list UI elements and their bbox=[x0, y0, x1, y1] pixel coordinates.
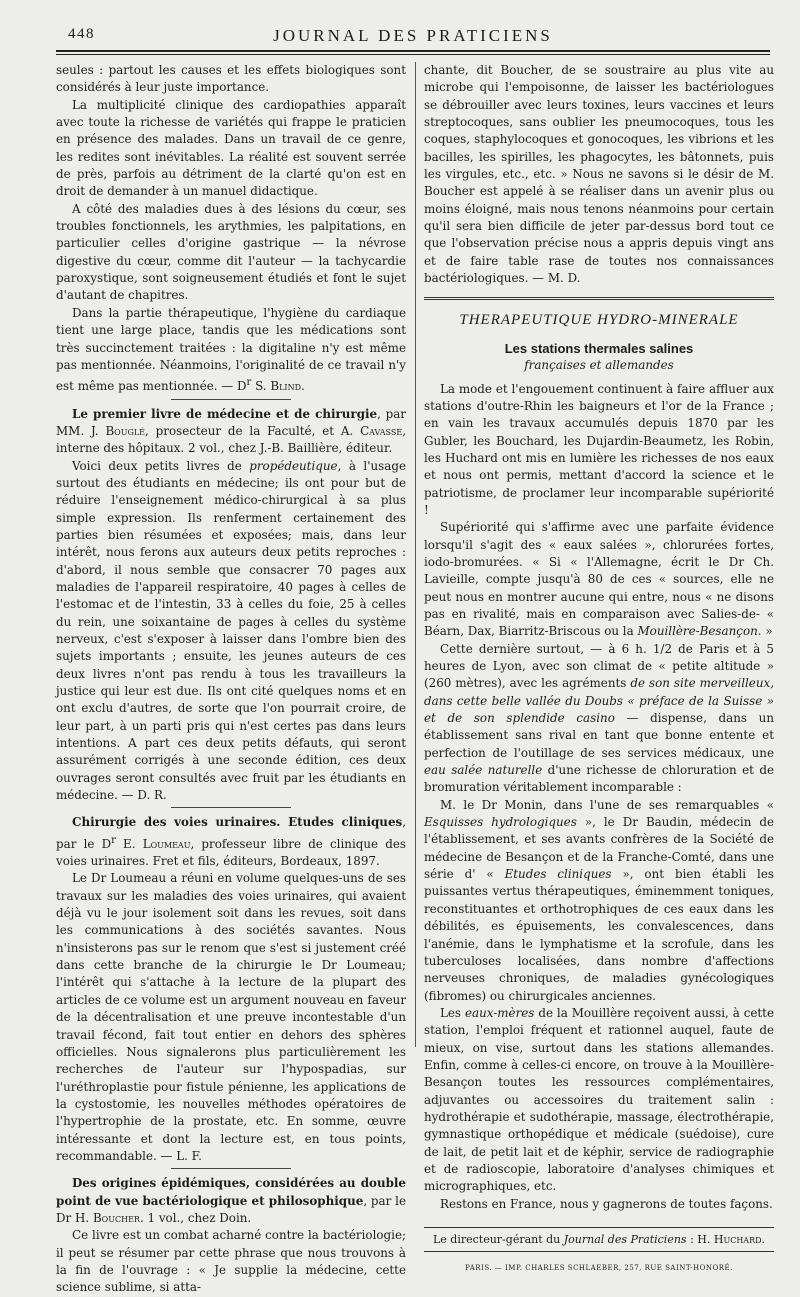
left-paragraph: A côté des maladies dues à des lésions du cœur, ses troubles fonctionnels, les arythmies, les palpitations, en particulier celles d'origine gastrique — la névrose digestive du cœur, comme dit l'auteur — la tachycardie paroxystique, sont soigneusement étudiés et font le sujet d'autant de chapitres. bbox=[56, 201, 406, 303]
article-paragraph: M. le Dr Monin, dans l'une de ses remarquables « Esquisses hydrologiques », le Dr Baudin, médecin de l'établissement, et ses avants confrères de la Société de médecine de Besançon et de la Franche-Comté, dans une série d' « Etudes cliniques », ont bien établi les puissantes vertus thérapeutiques, éminemment toniques, reconstituantes et orthotrophiques de ces eaux dans les débilités, es épuisements, les convalescences, dans l'anémie, dans le lymphatisme et la scrofule, dans les tuberculoses localisées, dans nombre d'affections nerveuses chroniques, de maladies gynécologiques (fibromes) ou chirurgicales anciennes. bbox=[424, 797, 775, 1003]
separator-rule bbox=[171, 1168, 291, 1169]
section-title: THERAPEUTIQUE HYDRO-MINERALE bbox=[459, 312, 739, 329]
book-review-text: Le Dr Loumeau a réuni en volume quelques-uns de ses travaux sur les maladies des voies urinaires, qui avaient déjà vu le jour isolement soit dans les revues, soit dans les communications à des sociétés savantes. Nous n'insisterons pas sur le renom que s'est si justement créé dans cette branche de la chirurgie le Dr Loumeau; l'intérêt qui s'attache à la lecture de la plupart des articles de ce volume est un argument nouveau en faveur de la décentralisation et une preuve incontestable d'un travail fécond, fait tout entier en dehors des sphères officielles. Nous signalerons plus particulièrement les recherches de l'auteur sur l'hypospadias, sur l'uréthroplastie pour fistule pénienne, les applications de la cystostomie, les nouvelles méthodes opératoires de l'hypertrophie de la prostate, etc. En somme, œuvre intéressante et dont la lecture est, en tous points, recommandable. — L. F. bbox=[56, 871, 406, 1163]
left-paragraph: seules : partout les causes et les effets biologiques sont considérés à leur juste importance. bbox=[56, 63, 406, 95]
separator-rule bbox=[171, 807, 291, 808]
header-rule bbox=[56, 50, 770, 52]
right-column bbox=[424, 62, 774, 1278]
director-line: Le directeur-gérant du Journal des Praticiens : H. Huchard. bbox=[424, 1227, 774, 1252]
left-column bbox=[56, 62, 406, 1297]
article-subtitle: françaises et allemandes bbox=[524, 358, 674, 373]
article-paragraph: La mode et l'engouement continuent à faire affluer aux stations d'outre-Rhin les baigneurs et l'or de la France ; en vain les travaux accumulés depuis 1870 par les Gubler, les Bouchard, les Dujardin-Beaumetz, les Robin, les Huchard ont mis en lumière les richesses de nos eaux et nous ont permis, mettant d'accord la science et le patriotisme, de proclamer leur incomparable supériorité ! bbox=[424, 381, 774, 517]
article-title: Les stations thermales salines bbox=[504, 340, 694, 356]
book-review-heading: Des origines épidémiques, considérées au double point de vue bactériologique et philosophique, par le Dr H. Boucher. 1 vol., chez Doin. bbox=[56, 1176, 406, 1225]
book-review-text: Ce livre est un combat acharné contre la bactériologie; il peut se résumer par cette phrase que nous trouvons à la fin de l'ouvrage : « Je supplie la médecine, cette science sublime, si atta- bbox=[56, 1228, 406, 1295]
article-paragraph: Supériorité qui s'affirme avec une parfaite évidence lorsqu'il s'agit des « eaux salées », chlorurées fortes, iodo-bromurées. « Si « l'Allemagne, écrit le Dr Ch. Lavieille, compte jusqu'à 80 de ces « sources, elle ne peut nous en montrer aucune qui entre, nous « ne disons pas en rivalité, mais en comparaison avec Salies-de- « Béarn, Dax, Biarritz-Briscous ou la Mouillère-Besançon. » bbox=[424, 520, 774, 639]
book-review-text: Voici deux petits livres de propédeutique, à l'usage surtout des étudiants en médecine; ils ont pour but de réduire l'enseignement médico-chirurgical à sa plus simple expression. Ils renferment certainement des parties bien résumées et exposées; mais, dans leur intérêt, nous ferons aux auteurs deux petits reproches : d'abord, il nous semble que consacrer 70 pages aux maladies de l'appareil respiratoire, 40 pages à celles de l'estomac et de l'intestin, 33 à celles du foie, 25 à celles du rein, une soixantaine de pages à celles du système nerveux, c'est s'exposer à laisser dans l'ombre bien des sujets importants ; ensuite, les jeunes auteurs de ces deux livres n'ont pas rendu à tous les travailleurs la justice qui leur est due. Ils ont cité quelques noms et en ont exclu d'autres, de sorte que l'on pourrait croire, de leur part, à un parti pris qui n'est certes pas dans leurs intentions. A part ces deux petits défauts, qui seront assurément corrigés à une seconde édition, ces deux ouvrages seront consultés avec fruit par les étudiants en médecine. — D. R. bbox=[56, 458, 406, 803]
header-rule-thin bbox=[56, 54, 770, 55]
printer-imprint: PARIS. — IMP. CHARLES SCHLAEBER, 257, RUE SAINT-HONORÉ. bbox=[465, 1264, 733, 1273]
right-paragraph: chante, dit Boucher, de se soustraire au plus vite au microbe qui l'empoisonne, de laisser les bactériologues se débrouiller avec leurs toxines, leurs vaccines et leurs streptocoques, sans oublier les pneumocoques, tous les coques, staphylocoques et gonocoques, les vibrions et les bacilles, les spirilles, les phagocytes, les bâtonnets, puis les virgules, etc., etc. » Nous ne savons si le désir de M. Boucher est appelé à se réaliser dans un avenir plus ou moins éloigné, mais nous tenons néanmoins pour certain qu'il sera bien difficile de jeter par-dessus bord tout ce que l'observation précise nous a appris depuis vingt ans et de faire table rase de toutes nos connaissances bactériologiques. — M. D. bbox=[424, 63, 774, 286]
left-paragraph: La multiplicité clinique des cardiopathies apparaît avec toute la richesse de variétés qui frappe le praticien en présence des malades. Dans un travail de ce genre, les redites sont inévitables. La réalité est souvent serrée de près, parfois au détriment de la clarté qu'on est en droit de demander à un manuel didactique. bbox=[56, 97, 406, 199]
book-review-heading: Le premier livre de médecine et de chirurgie, par MM. J. Bouglé, prosecteur de la Faculté, et A. Cavasse, interne des hôpitaux. 2 vol., chez J.-B. Baillière, éditeur. bbox=[56, 406, 406, 456]
left-paragraph: Dans la partie thérapeutique, l'hygiène du cardiaque tient une large place, tandis que les médications sont très succinctement traitées : la digitaline n'y est même pas mentionnée. Néanmoins, l'originalité de ce travail n'y est même pas mentionnée. — $D^r$ S. Blind. bbox=[56, 305, 406, 394]
separator-rule bbox=[171, 399, 291, 400]
page-number: 448 bbox=[68, 26, 95, 42]
journal-title: JOURNAL DES PRATICIENS bbox=[273, 26, 553, 45]
column-separator bbox=[415, 62, 416, 1047]
article-paragraph: Cette dernière surtout, — à 6 h. 1/2 de Paris et à 5 heures de Lyon, avec son climat de « petite altitude » (260 mètres), avec les agréments de son site merveilleux, dans cette belle vallée du Doubs « préface de la Suisse » et de son splendide casino — dispense, dans un établissement sans rival en tant que bonne entente et perfection de l'outillage de ses services médicaux, une eau salée naturelle d'une richesse de chloruration et de bromuration véritablement incomparable : bbox=[424, 641, 774, 795]
book-review-heading: Chirurgie des voies urinaires. Etudes cliniques, par le $D^r$ E. Loumeau, professeur libre de clinique des voies urinaires. Fret et fils, éditeurs, Bordeaux, 1897. bbox=[56, 815, 406, 869]
article-paragraph: Restons en France, nous y gagnerons de toutes façons. bbox=[440, 1196, 773, 1211]
section-rule bbox=[424, 297, 774, 300]
article-paragraph: Les eaux-mères de la Mouillère reçoivent aussi, à cette station, l'emploi fréquent et rationnel auquel, faute de mieux, on vise, surtout dans les stations allemandes. Enfin, comme à celles-ci encore, on trouve à la Mouillère-Besançon toutes les ressources complémentaires, adjuvantes ou accessoires du traitement salin : hydrothérapie et sudothérapie, massage, électrothérapie, gymnastique orthopédique et médicale (suédoise), cure de lait, de petit lait et de képhir, service de radiographie et de radioscopie, laboratoire d'analyses chimiques et micrographiques, etc. bbox=[424, 1005, 774, 1194]
page-header bbox=[56, 20, 770, 46]
